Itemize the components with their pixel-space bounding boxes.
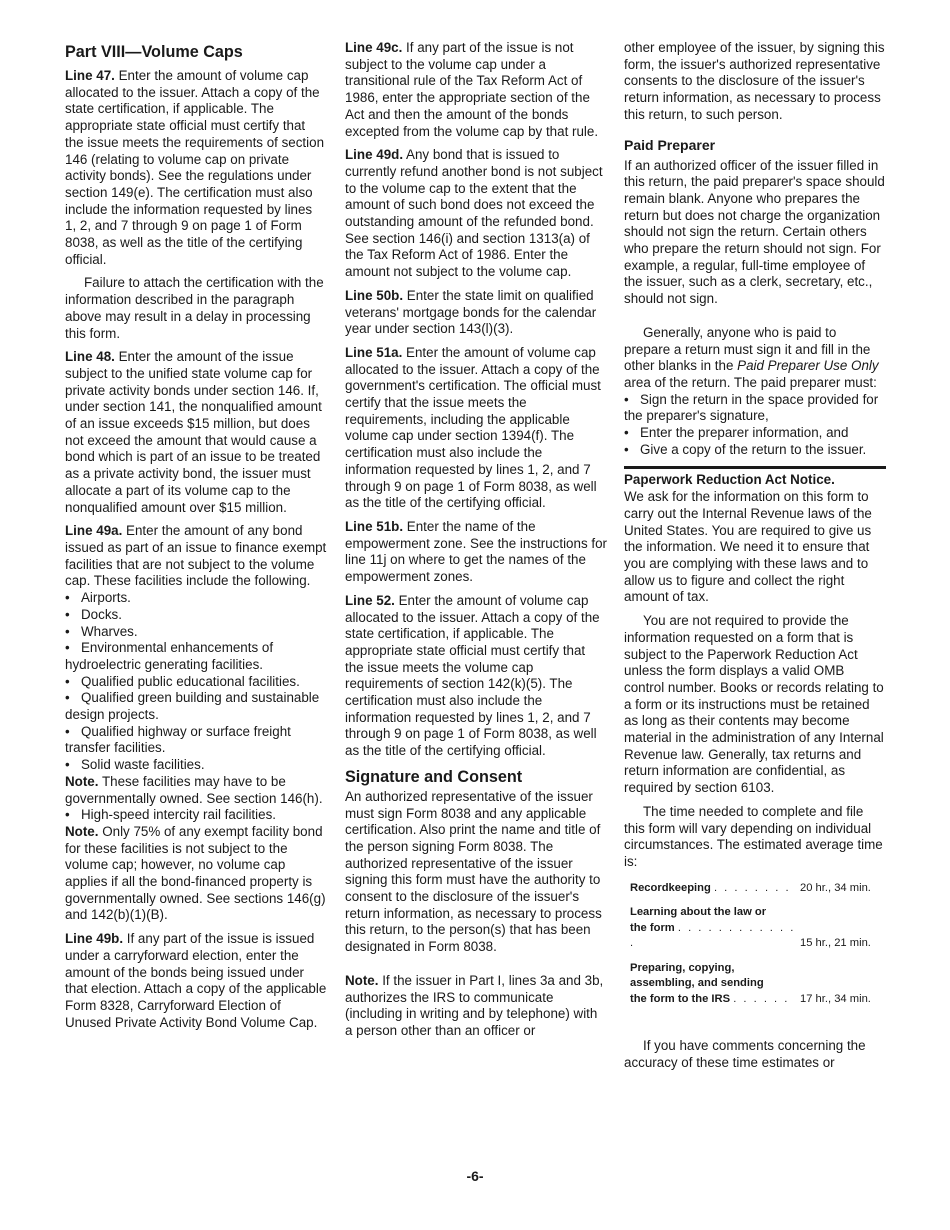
paragraph-line-51a: Line 51a. Enter the amount of volume cap allocated to the issuer. Attach a copy of the government's certification. The official must certify that the issue meets the requirements, including the applicable volume cap under section 1394(f). The certification must also include the information requested by lines 1, 2, and 7 through 9 on page 1 of Form 8038, as well as the title of the certifying official. — [345, 344, 601, 511]
line-49a-text: Enter the amount of any bond issued as part of an issue to finance exempt facilities that are not subject to the volume cap. These facilities include the following. — [65, 523, 327, 589]
list-item: • Give a copy of the return to the issuer. — [624, 441, 867, 457]
paragraph-line-49d: Line 49d. Any bond that is issued to currently refund another bond is not subject to the volume cap to the extent that the amount of such bond does not exceed the outstanding amount of the refunded bond. See section 146(i) and section 1313(a) of the Tax Reform Act of 1986. Enter the amount not subject to the volume cap. — [345, 147, 603, 280]
section-title-paid-preparer: Paid Preparer — [624, 136, 716, 153]
line-49b-label: Line 49b. — [65, 931, 124, 947]
bullet-rail-facilities — [65, 807, 327, 824]
list-item: • Enter the preparer information, and — [624, 425, 849, 441]
table-row: Preparing, copying, assembling, and sending the form to the IRS . . . . . . 17 hr., 34 min. — [630, 961, 871, 1005]
paragraph-paperwork-3: The time needed to complete and file this form will vary depending on individual circumstances. The estimated average time is: — [624, 803, 883, 869]
section-title-part-viii: Part VIII—Volume Caps — [65, 43, 243, 61]
paragraph-line-47 — [65, 68, 327, 268]
paragraph-line-49c: Line 49c. If any part of the issue is not subject to the volume cap under a transitional rule of the Tax Reform Act of 1986, enter the appropriate section of the Act and then the amount of the bonds excepted from the volume cap by that rule. — [345, 40, 599, 139]
paragraph-line-48 — [65, 349, 327, 516]
list-item: • Wharves. — [65, 623, 138, 639]
note-governmentally-owned: Note. These facilities may have to be governmentally owned. See section 146(h). — [65, 773, 323, 806]
list-item: • Sign the return in the space provided for the preparer's signature, — [624, 391, 879, 424]
paragraph-note-irs: Note. If the issuer in Part I, lines 3a and 3b, authorizes the IRS to communicate (including in writing and by telephone) with a person other than an officer or — [345, 972, 604, 1038]
table-row: Recordkeeping . . . . . . . . 20 hr., 34 min. — [630, 881, 871, 894]
list-item: • High-speed intercity rail facilities. — [65, 807, 276, 823]
paragraph-continuation: other employee of the issuer, by signing this form, the issuer's authorized representative consents to the disclosure of the issuer's return information, as necessary to process this return, to such person. — [624, 40, 885, 122]
line-48-text: Enter the amount of the issue subject to the unified state volume cap for private activity bonds under section 146. If, under section 141, the nonqualified amount of an issue exceeds $15 million, but does not exceed the amount that would cause a bond which is part of an issue to be treated as a private activity bond, the issuer must allocate a part of its volume cap to the nonqualified amount over $15 million. — [65, 349, 322, 515]
list-item: • Qualified highway or surface freight transfer facilities. — [65, 723, 291, 756]
time-estimate-table — [630, 881, 880, 1008]
paragraph-line-49a — [65, 523, 327, 590]
line-48-label: Line 48. — [65, 349, 115, 365]
column-2 — [345, 40, 607, 1047]
column-3 — [624, 40, 886, 1079]
paragraph-paperwork: We ask for the information on this form to carry out the Internal Revenue laws of the United States. You are required to give us the information. We need it to ensure that you are complying with these laws and to allow us to figure and collect the right amount of tax. — [624, 489, 872, 605]
line-49b-text: If any part of the issue is issued under a carryforward election, enter the amount of the bonds being issued under that election. Attach a copy of the applicable Form 8328, Carryforward Election of Unused Private Activity Bond Volume Cap. — [65, 931, 327, 1030]
line-47-label: Line 47. — [65, 68, 115, 83]
paragraph-paid-preparer-2: Generally, anyone who is paid to prepare a return must sign it and fill in the other blanks in the Paid Preparer Use Only area of the return. The paid preparer must: — [624, 324, 879, 390]
section-divider — [624, 466, 886, 469]
line-47-text: Enter the amount of volume cap allocated to the issuer. Attach a copy of the state certification, if applicable. The appropriate state official must certify that the issue meets the requirements of section 146 (relating to volume cap on private activity bonds). See the regulations under section 149(e). The certification must also include the information requested by lines 1, 2, and 7 through 9 on page 1 of Form 8038, as well as the title of the certifying official. — [65, 68, 325, 267]
list-item: • Solid waste facilities. — [65, 757, 205, 773]
section-title-signature: Signature and Consent — [345, 767, 523, 786]
paragraph-line-49b — [65, 931, 327, 1031]
list-item: • Airports. — [65, 590, 131, 606]
paragraph-paperwork-2: You are not required to provide the information requested on a form that is subject to the Paperwork Reduction Act unless the form displays a valid OMB control number. Books or records relating to a form or its instructions must be retained as long as their contents may become material in the administration of any Internal Revenue law. Generally, tax returns and return information are confidential, as required by section 6103. — [624, 613, 884, 796]
paragraph-paid-preparer: If an authorized officer of the issuer filled in this return, the paid preparer's space should remain blank. Anyone who prepares the return but does not charge the organization should not sign the return. Certain others who prepare the return should not sign. For example, a regular, full-time employee of the issuer, such as a clerk, secretary, etc., should not sign. — [624, 157, 885, 307]
column-1 — [65, 40, 327, 1038]
page-number: -6- — [466, 1168, 484, 1184]
table-row: Learning about the law or the form . . . . . . . . . . . . . 15 hr., 21 min. — [630, 906, 871, 950]
paragraph-line-47-cont: Failure to attach the certification with the information described in the paragraph above may result in a delay in processing this form. — [65, 275, 324, 341]
paragraph-line-51b: Line 51b. Enter the name of the empowerment zone. See the instructions for line 11j on where to get the names of the empowerment zones. — [345, 518, 607, 585]
paragraph-comments: If you have comments concerning the accuracy of these time estimates or — [624, 1038, 866, 1070]
list-item: • Docks. — [65, 606, 122, 622]
paragraph-line-50b: Line 50b. Enter the state limit on qualified veterans' mortgage bonds for the calendar year under section 143(l)(3). — [345, 287, 597, 337]
bullet-list-preparer — [624, 392, 886, 459]
list-item: • Qualified green building and sustainable design projects. — [65, 690, 320, 723]
bullet-list-exempt-facilities — [65, 590, 327, 774]
list-item: • Qualified public educational facilities. — [65, 673, 300, 689]
line-49a-label: Line 49a. — [65, 523, 123, 539]
list-item: • Environmental enhancements of hydroelectric generating facilities. — [65, 640, 274, 672]
note-75-percent: Note. Only 75% of any exempt facility bond for these facilities is not subject to the volume cap; however, no volume cap applies if all the bond-financed property is governmentally owned. See sections 146(g) and 142(b)(1)(B). — [65, 823, 326, 923]
paragraph-signature-consent: An authorized representative of the issuer must sign Form 8038 and any applicable certification. Also print the name and title of the person signing Form 8038. The authorized representative of the issuer signing this form must have the authority to consent to the disclosure of the issuer's return information, as necessary to process this return, to the person(s) that has been designated in Form 8038. — [345, 788, 602, 955]
paragraph-line-52: Line 52. Enter the amount of volume cap allocated to the issuer. Attach a copy of the state certification, if applicable. The appropriate state official must certify that the issue meets the volume cap requirements of section 142(k)(5). The certification must also include the information requested by lines 1, 2, and 7 through 9 on page 1 of Form 8038, as well as the title of the certifying official. — [345, 592, 600, 759]
section-title-paperwork: Paperwork Reduction Act Notice. — [624, 472, 835, 488]
